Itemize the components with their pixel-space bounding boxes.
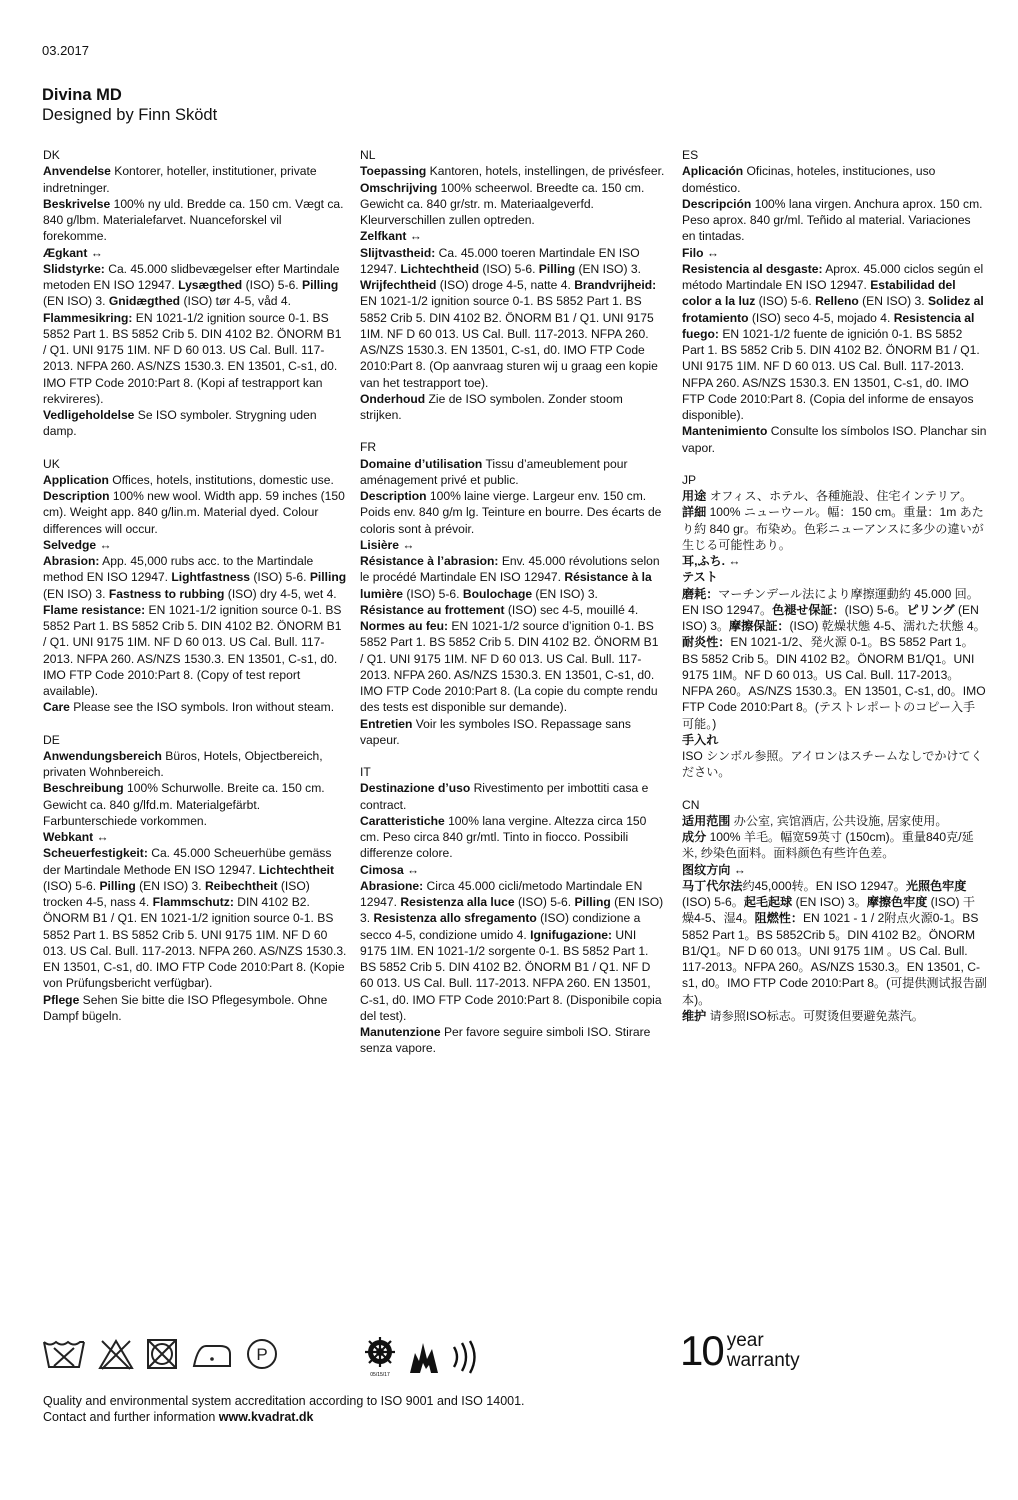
wash-40-icon <box>42 1338 86 1370</box>
warranty-years: 10 <box>680 1327 723 1374</box>
column-2 <box>360 147 665 1073</box>
language-section-cn <box>682 797 987 1025</box>
warranty-badge <box>680 1328 800 1374</box>
language-code: ES <box>682 148 699 162</box>
language-code: DK <box>43 148 60 162</box>
section-body: 用途 オフィス、ホテル、各種施設、住宅インテリア。 詳細 100% ニューウール。幅：150 cm。重量：1m あたり約 840 gr。布染め。色彩ニューアンスに多少の違いが生じる可能性あり。 耳,ふち. ↔ テスト 磨耗：マーチンデール法により摩擦運動約 45.000 回。EN ISO 12947。色褪せ保証：(ISO) 5-6。ピリング (EN ISO) 3。摩擦保証：(ISO) 乾燥状態 4-5、濡れた状態 4。耐炎性：EN 1021-1/2、発火源 0-1。BS 5852 Part 1。BS 5852 Crib 5。DIN 4102 B2。ÖNORM B1/Q1。UNI 9175 1IM。NF D 60 013。US Cal. Bull. 117-2013。NFPA 260。AS/NZS 1530.3。EN 13501, C-s1, d0。IMO FTP Code 2010:Part 8。(テストレポートのコピー入手可能。) 手入れ ISO シンボル参照。アイロンはスチームなしでかけてください。 <box>682 489 986 780</box>
section-body: Toepassing Kantoren, hotels, instellingen, de privésfeer. Omschrijving 100% scheerwol. Breedte ca. 150 cm. Gewicht ca. 840 gr/str. m. Materiaalgeverfd. Kleurverschillen zullen optreden. Zelfkant ↔ Slijtvastheid: Ca. 45.000 toeren Martindale EN ISO 12947. Lichtechtheid (ISO) 5-6. Pilling (EN ISO) 3. Wrijfechtheid (ISO) droge 4-5, natte 4. Brandvrijheid: EN 1021-1/2 ignition source 0-1. BS 5852 Part 1. BS 5852 Crib 5. DIN 4102 B2. ÖNORM B1 / Q1. UNI 9175 1IM. NF D 60 013. US Cal. Bull. 117-2013. NFPA 260. AS/NZS 1530.3. EN 13501, C-s1, d0. IMO FTP Code 2010:Part 8. (Op aanvraag sturen wij u graag een kopie van het testrapport toe). Onderhoud Zie de ISO symbolen. Zonder stoom strijken. <box>360 164 665 422</box>
no-bleach-icon <box>98 1338 134 1370</box>
footer-accreditation: Quality and environmental system accreditation according to ISO 9001 and ISO 14001. <box>43 1394 525 1408</box>
warranty-line-2: warranty <box>726 1350 800 1371</box>
footer-contact-label: Contact and further information <box>43 1410 219 1424</box>
language-section-fr <box>360 439 665 748</box>
column-3 <box>682 147 987 1040</box>
warranty-line-1: year <box>726 1330 764 1351</box>
column-1 <box>43 147 348 1040</box>
language-section-nl <box>360 147 665 423</box>
language-code: CN <box>682 797 700 812</box>
section-body: Application Offices, hotels, institutions, domestic use. Description 100% new wool. Width app. 59 inches (150 cm). Weight app. 840 g/lin.m. Material dyed. Colour differences will occur. Selvedge ↔ Abrasion: App. 45,000 rubs acc. to the Martindale method EN ISO 12947. Lightfastness (ISO) 5-6. Pilling (EN ISO) 3. Fastness to rubbing (ISO) dry 4-5, wet 4. Flame resistance: EN 1021-1/2 ignition source 0-1. BS 5852 Part 1. BS 5852 Crib 5. DIN 4102 B2. ÖNORM B1 / Q1. UNI 9175 1IM. NF D 60 013. US Cal. Bull. 117-2013. NFPA 260. AS/NZS 1530.3. EN 13501, C-s1, d0. IMO FTP Code 2010:Part 8. (Copy of test report available). Care Please see the ISO symbols. Iron without steam. <box>43 472 347 715</box>
language-code: NL <box>360 148 376 162</box>
designer-credit: Designed by Finn Sködt <box>42 106 218 124</box>
language-code: UK <box>43 456 60 471</box>
section-body: Domaine d’utilisation Tissu d’ameublement pour aménagement privé et public. Description 100% laine vierge. Largeur env. 150 cm. Poids env. 840 g/m lg. Teinture en bourre. Des écarts de coloris sont à prévoir. Lisière ↔ Résistance à l’abrasion: Env. 45.000 révolutions selon le procédé Martindale EN ISO 12947. Résistance à la lumière (ISO) 5-6. Boulochage (EN ISO) 3. Résistance au frottement (ISO) sec 4-5, mouillé 4. Normes au feu: EN 1021-1/2 source d’ignition 0-1. BS 5852 Part 1. BS 5852 Crib 5. DIN 4102 B2. ÖNORM B1 / Q1. UNI 9175 1IM. NF D 60 013. US Cal. Bull. 117-2013. NFPA 260. AS/NZS 1530.3. EN 13501, C-s1, d0. IMO FTP Code 2010:Part 8. (La copie du compte rendu des tests est disponible sur demande). Entretien Voir les symboles ISO. Repassage sans vapeur. <box>360 456 662 747</box>
certification-icons <box>362 1336 488 1378</box>
svg-text:P: P <box>256 1345 268 1364</box>
section-body: 适用范围 办公室, 宾馆酒店, 公共设施, 居家使用。 成分 100% 羊毛。幅宽59英寸 (150cm)。重量840克/延米, 纱染色面料。面料颜色有些许色差。 图纹方向 ↔ 马丁代尔法约45,000转。EN ISO 12947。光照色牢度 (ISO) 5-6。起毛起球 (EN ISO) 3。摩擦色牢度 (ISO) 干燥4-5、湿4。阻燃性：EN 1021 - 1 / 2附点火源0-1。BS 5852 Part 1。BS 5852Crib 5。DIN 4102 B2。ÖNORM B1/Q1。NF D 60 013。UNI 9175 1IM 。US Cal. Bull. 117-2013。NFPA 260。AS/NZS 1530.3。EN 13501, C-s1, d0。IMO FTP Code 2010:Part 8。(可提供测试报告副本)。 维护 请参照ISO标志。可熨烫但要避免蒸汽。 <box>682 813 987 1023</box>
language-section-uk <box>43 456 348 716</box>
document-date: 03.2017 <box>42 43 89 58</box>
seal-code: 05/15/17 <box>370 1372 390 1378</box>
language-section-dk <box>43 147 348 440</box>
iron-low-icon <box>192 1338 232 1370</box>
section-body: Aplicación Oficinas, hoteles, instituciones, uso doméstico. Descripción 100% lana virgen. Anchura aprox. 150 cm. Peso aprox. 840 gr/ml. Teñido al material. Variaciones en tintadas. Filo ↔ Resistencia al desgaste: Aprox. 45.000 ciclos según el método Martindale EN ISO 12947. Estabilidad del color a la luz (ISO) 5-6. Relleno (EN ISO) 3. Solidez al frotamiento (ISO) seco 4-5, mojado 4. Resistencia al fuego: EN 1021-1/2 fuente de ignición 0-1. BS 5852 Part 1. BS 5852 Crib 5. DIN 4102 B2. ÖNORM B1 / Q1. UNI 9175 1IM. NF D 60 013. US Cal. Bull. 117-2013. NFPA 260. AS/NZS 1530.3. EN 13501, C-s1, d0. IMO FTP Code 2010:Part 8. (Copia del informe de ensayos disponible). Mantenimiento Consulte los símbolos ISO. Planchar sin vapor. <box>682 164 987 455</box>
language-section-es <box>682 147 987 456</box>
footer-url[interactable]: www.kvadrat.dk <box>218 1410 314 1424</box>
footer <box>43 1393 525 1425</box>
language-code: JP <box>682 472 697 487</box>
product-title: Divina MD <box>42 86 122 104</box>
language-code: FR <box>360 440 377 455</box>
section-body: Destinazione d’uso Rivestimento per imbottiti casa e contract. Caratteristiche 100% lana vergine. Altezza circa 150 cm. Peso circa 840 gr/mtl. Tinto in fiocco. Possibili differenze colore. Cimosa ↔ Abrasione: Circa 45.000 cicli/metodo Martindale EN 12947. Resistenza alla luce (ISO) 5-6. Pilling (EN ISO) 3. Resistenza allo sfregamento (ISO) condizione a secco 4-5, condizione umido 4. Ignifugazione: UNI 9175 1IM. EN 1021-1/2 sorgente 0-1. BS 5852 Part 1. BS 5852 Crib 5. DIN 4102 B2. ÖNORM B1 / Q1. NF D 60 013. US Cal. Bull. 117-2013. NFPA 260. EN 13501, C-s1, d0. IMO FTP Code 2010:Part 8. (Disponibile copia del test). Manutenzione Per favore seguire simboli ISO. Stirare senza vapore. <box>360 781 664 1056</box>
section-body: Anwendungsbereich Büros, Hotels, Objectbereich, privaten Wohnbereich. Beschreibung 100% Schurwolle. Breite ca. 150 cm. Gewicht ca. 840 g/lfd.m. Materialgefärbt. Farbunterschiede vorkommen. Webkant ↔ Scheuerfestigkeit: Ca. 45.000 Scheuerhübe gemäss der Martindale Methode EN ISO 12947. Lichtechtheit (ISO) 5-6. Pilling (EN ISO) 3. Reibechtheit (ISO) trocken 4-5, nass 4. Flammschutz: DIN 4102 B2. ÖNORM B1 / Q1. EN 1021-1/2 ignition source 0-1. BS 5852 Part 1. BS 5852 Crib 5. UNI 9175 1IM. NF D 60 013. US Cal. Bull. 117-2013. NFPA 260. AS/NZS 1530.3. EN 13501, C-s1, d0. IMO FTP Code 2010:Part 8. (Kopie von Prüfungsbericht verfügbar). Pflege Sehen Sie bitte die ISO Pflegesymbole. Ohne Dampf bügeln. <box>43 748 347 1023</box>
flame-icon <box>406 1339 442 1375</box>
flame-icon-2 <box>450 1339 480 1375</box>
language-section-de <box>43 732 348 1025</box>
footer-contact <box>43 1409 525 1425</box>
language-code: IT <box>360 765 371 779</box>
no-tumble-dry-icon <box>146 1338 180 1370</box>
warranty-text <box>727 1331 800 1371</box>
language-section-jp <box>682 472 987 781</box>
language-code: DE <box>43 732 60 747</box>
certification-seal-icon <box>362 1336 398 1378</box>
language-section-it <box>360 764 665 1057</box>
care-symbols <box>42 1338 292 1370</box>
dry-clean-p-icon <box>244 1338 280 1370</box>
section-body: Anvendelse Kontorer, hoteller, institutioner, private indretninger. Beskrivelse 100% ny uld. Bredde ca. 150 cm. Vægt ca. 840 g/lbm. Materialefarvet. Nuanceforskel vil forekomme. Ægkant ↔ Slidstyrke: Ca. 45.000 slidbevægelser efter Martindale metoden EN ISO 12947. Lysægthed (ISO) 5-6. Pilling (EN ISO) 3. Gnidægthed (ISO) tør 4-5, våd 4. Flammesikring: EN 1021-1/2 ignition source 0-1. BS 5852 Part 1. BS 5852 Crib 5. DIN 4102 B2. ÖNORM B1 / Q1. UNI 9175 1IM. NF D 60 013. US Cal. Bull. 117-2013. NFPA 260. AS/NZS 1530.3. EN 13501, C-s1, d0. IMO FTP Code 2010:Part 8. (Kopi af testrapport kan rekvireres). Vedligeholdelse Se ISO symboler. Strygning uden damp. <box>43 164 344 439</box>
